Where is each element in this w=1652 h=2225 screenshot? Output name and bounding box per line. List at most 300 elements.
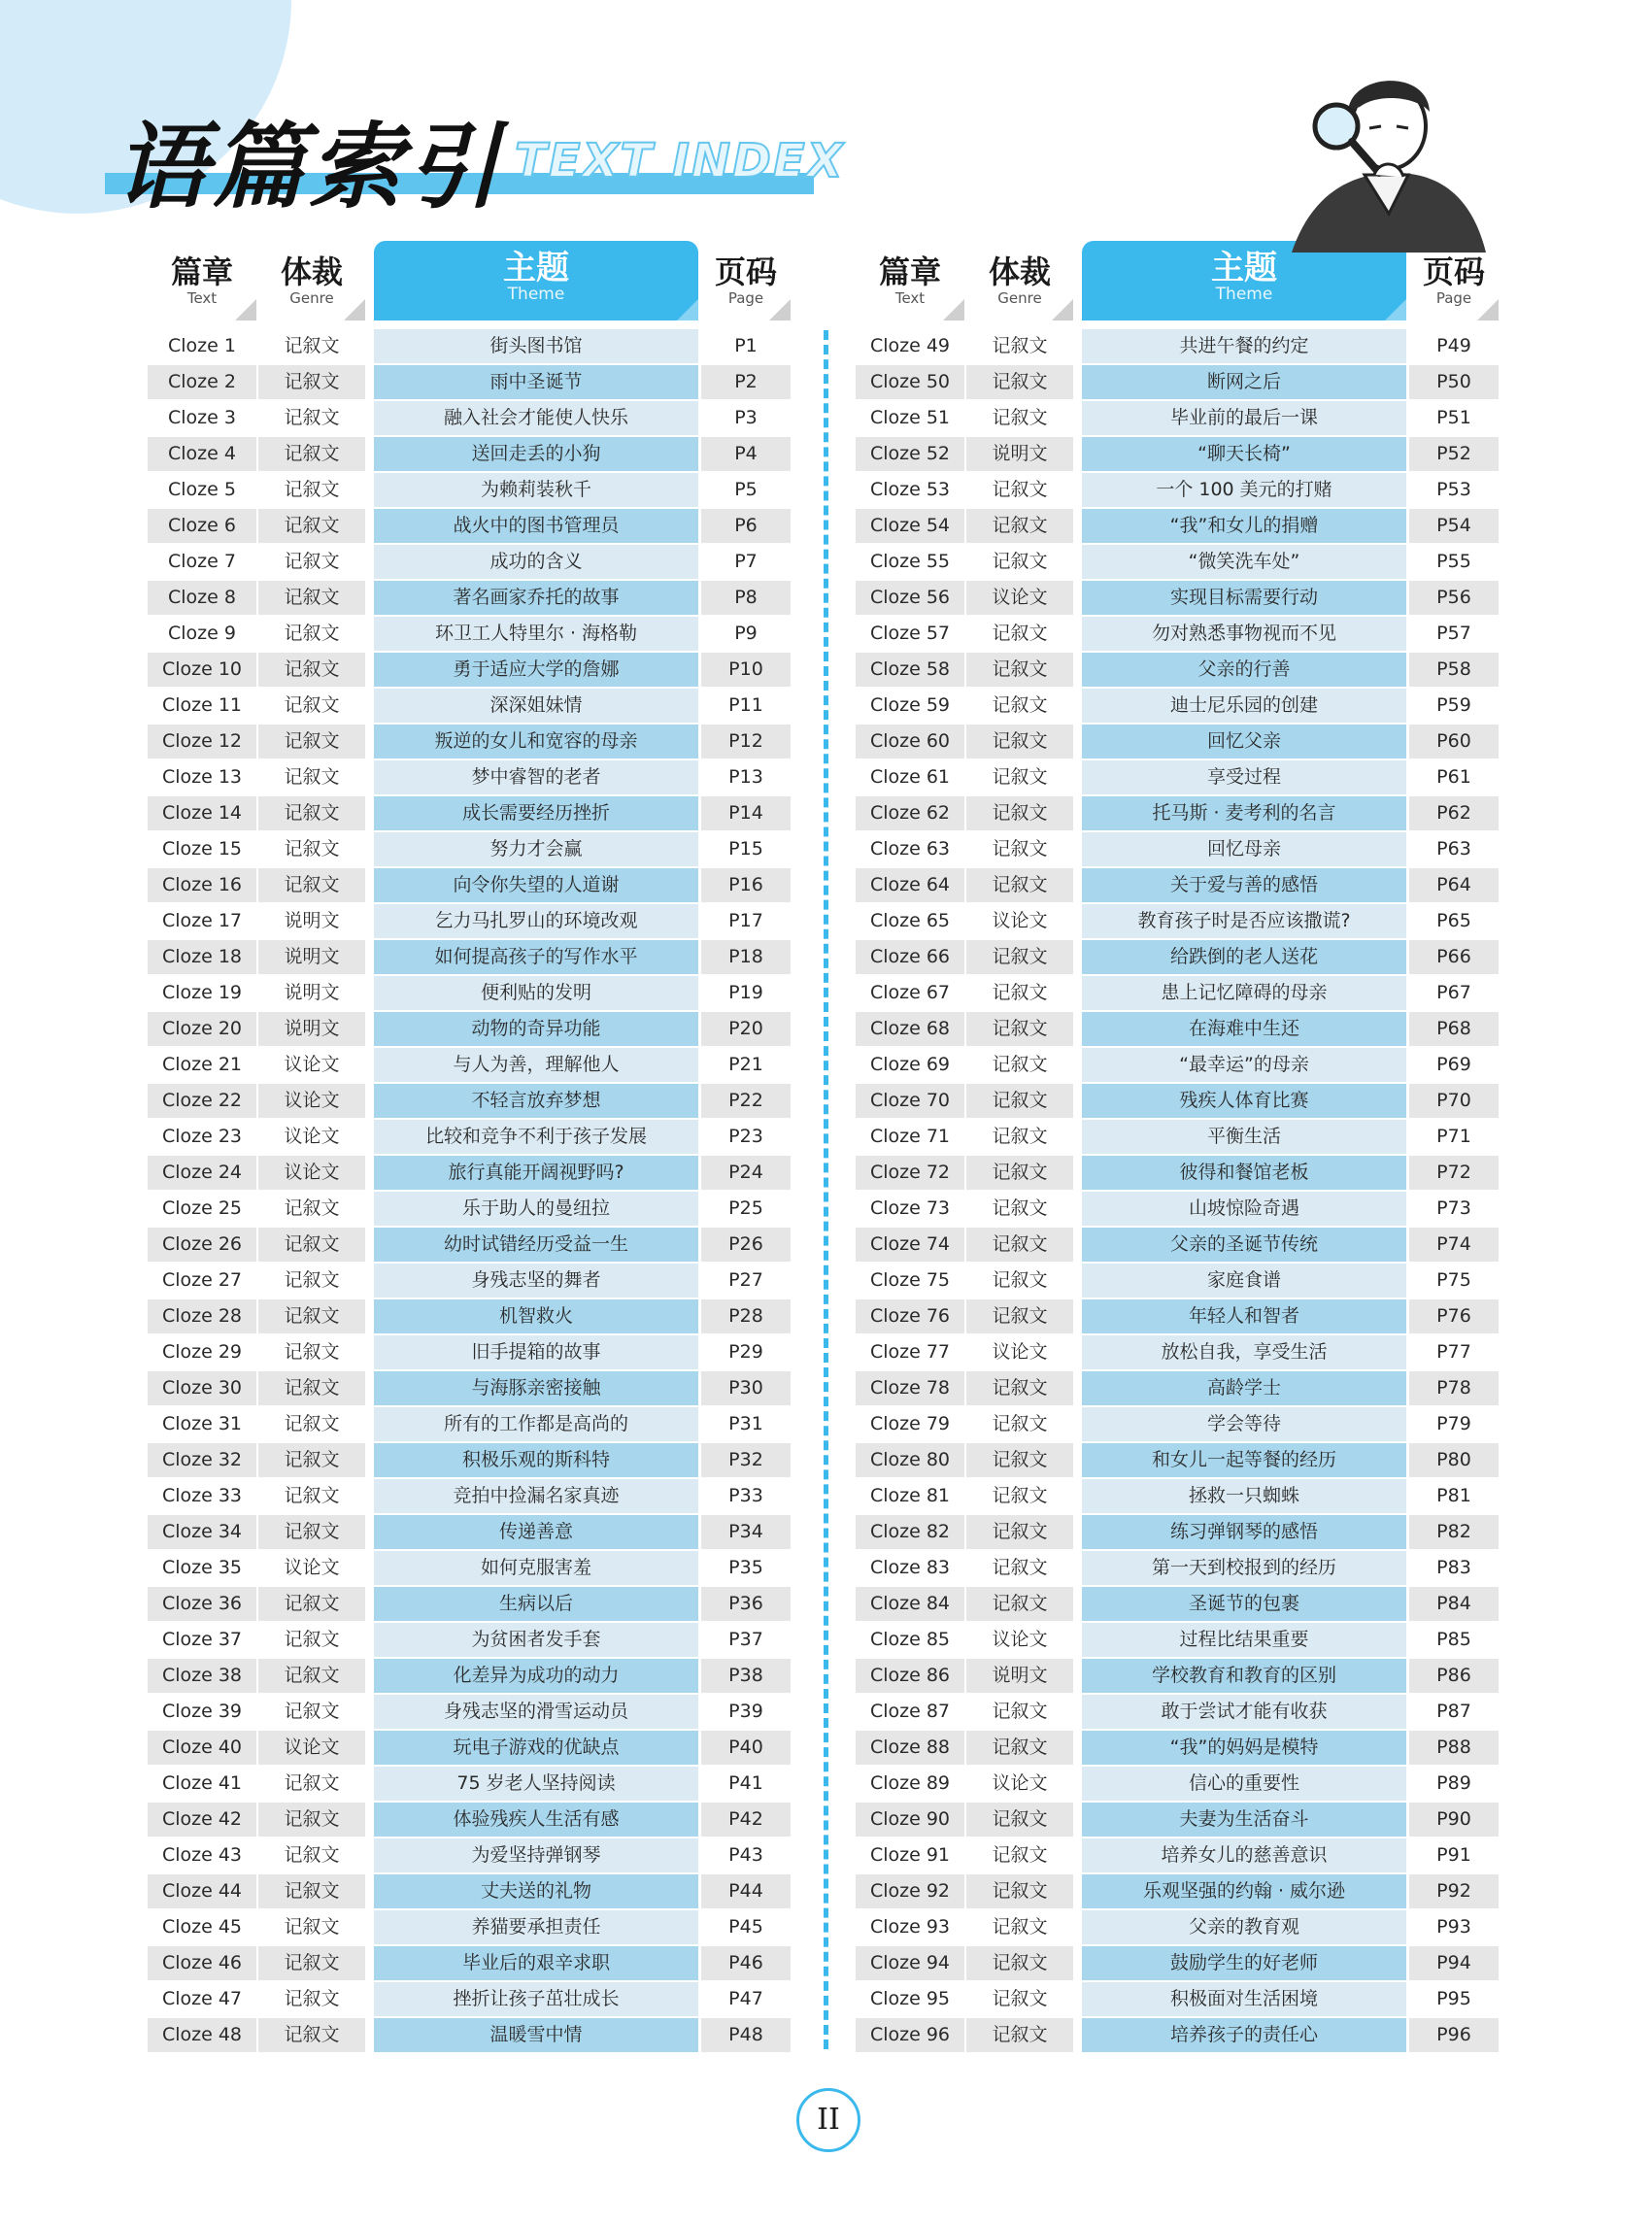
genre-cell: 记叙文 (258, 1515, 365, 1549)
page-cell: P10 (701, 653, 791, 687)
header-text (148, 241, 256, 320)
text-cell: Cloze 40 (148, 1731, 256, 1765)
page-cell: P27 (701, 1264, 791, 1298)
theme-cell: 过程比结果重要 (1082, 1623, 1406, 1657)
genre-cell: 说明文 (258, 904, 365, 938)
theme-cell: 竞拍中捡漏名家真迹 (374, 1479, 698, 1513)
theme-cell: “聊天长椅” (1082, 437, 1406, 471)
text-cell: Cloze 22 (148, 1084, 256, 1118)
page-cell: P71 (1409, 1120, 1499, 1154)
text-cell: Cloze 70 (856, 1084, 964, 1118)
theme-cell: 著名画家乔托的故事 (374, 581, 698, 615)
genre-cell: 记叙文 (258, 1443, 365, 1477)
text-cell: Cloze 36 (148, 1587, 256, 1621)
text-cell: Cloze 94 (856, 1946, 964, 1980)
page-cell: P84 (1409, 1587, 1499, 1621)
header-theme-cn: 主题 (503, 249, 569, 287)
page-cell: P18 (701, 940, 791, 974)
theme-cell: 教育孩子时是否应该撒谎? (1082, 904, 1406, 938)
text-cell: Cloze 20 (148, 1012, 256, 1046)
genre-cell: 记叙文 (966, 1084, 1073, 1118)
text-cell: Cloze 13 (148, 760, 256, 794)
page-cell: P66 (1409, 940, 1499, 974)
page-cell: P32 (701, 1443, 791, 1477)
theme-cell: 为赖莉装秋千 (374, 473, 698, 507)
genre-cell: 记叙文 (258, 329, 365, 363)
text-cell: Cloze 33 (148, 1479, 256, 1513)
theme-cell: 75 岁老人坚持阅读 (374, 1767, 698, 1801)
theme-cell: 回忆母亲 (1082, 832, 1406, 866)
theme-cell: 迪士尼乐园的创建 (1082, 689, 1406, 723)
genre-cell: 记叙文 (966, 940, 1073, 974)
text-cell: Cloze 57 (856, 617, 964, 651)
header-page-en: Page (1435, 289, 1472, 307)
genre-cell: 记叙文 (966, 1946, 1073, 1980)
page-cell: P34 (701, 1515, 791, 1549)
genre-cell: 记叙文 (258, 832, 365, 866)
lightbulb-icon (677, 299, 698, 320)
text-cell: Cloze 92 (856, 1874, 964, 1908)
text-cell: Cloze 54 (856, 509, 964, 543)
page-cell: P49 (1409, 329, 1499, 363)
text-cell: Cloze 44 (148, 1874, 256, 1908)
text-cell: Cloze 8 (148, 581, 256, 615)
theme-cell: 断网之后 (1082, 365, 1406, 399)
theme-cell: 共进午餐的约定 (1082, 329, 1406, 363)
text-cell: Cloze 1 (148, 329, 256, 363)
text-cell: Cloze 6 (148, 509, 256, 543)
genre-cell: 记叙文 (258, 365, 365, 399)
theme-cell: 不轻言放弃梦想 (374, 1084, 698, 1118)
header-genre (258, 241, 365, 320)
theme-cell: 送回走丢的小狗 (374, 437, 698, 471)
genre-cell: 记叙文 (966, 796, 1073, 830)
page-cell: P67 (1409, 976, 1499, 1010)
theme-cell: 便利贴的发明 (374, 976, 698, 1010)
genre-cell: 记叙文 (966, 545, 1073, 579)
text-cell: Cloze 87 (856, 1695, 964, 1729)
page-cell: P25 (701, 1192, 791, 1226)
genre-cell: 记叙文 (258, 1659, 365, 1693)
theme-cell: 信心的重要性 (1082, 1767, 1406, 1801)
theme-cell: 家庭食谱 (1082, 1264, 1406, 1298)
theme-cell: 旧手提箱的故事 (374, 1335, 698, 1369)
theme-cell: 培养女儿的慈善意识 (1082, 1838, 1406, 1872)
text-cell: Cloze 63 (856, 832, 964, 866)
theme-cell: 培养孩子的责任心 (1082, 2018, 1406, 2052)
genre-cell: 记叙文 (966, 509, 1073, 543)
text-cell: Cloze 67 (856, 976, 964, 1010)
genre-cell: 记叙文 (966, 725, 1073, 759)
page-cell: P88 (1409, 1731, 1499, 1765)
theme-cell: 环卫工人特里尔 · 海格勒 (374, 617, 698, 651)
page-cell: P39 (701, 1695, 791, 1729)
text-cell: Cloze 32 (148, 1443, 256, 1477)
page-cell: P26 (701, 1228, 791, 1262)
genre-cell: 议论文 (966, 1335, 1073, 1369)
page-cell: P57 (1409, 617, 1499, 651)
theme-cell: 高龄学士 (1082, 1371, 1406, 1405)
page-cell: P28 (701, 1299, 791, 1333)
page-cell: P53 (1409, 473, 1499, 507)
genre-cell: 说明文 (258, 940, 365, 974)
text-cell: Cloze 80 (856, 1443, 964, 1477)
genre-cell: 记叙文 (966, 1910, 1073, 1944)
genre-cell: 记叙文 (966, 1443, 1073, 1477)
genre-cell: 记叙文 (258, 2018, 365, 2052)
grid-icon (1052, 299, 1073, 320)
genre-cell: 记叙文 (258, 1587, 365, 1621)
page-cell: P80 (1409, 1443, 1499, 1477)
text-cell: Cloze 10 (148, 653, 256, 687)
theme-cell: 街头图书馆 (374, 329, 698, 363)
sailboat-icon (1477, 299, 1499, 320)
text-cell: Cloze 76 (856, 1299, 964, 1333)
genre-cell: 记叙文 (258, 1228, 365, 1262)
theme-cell: 一个 100 美元的打赌 (1082, 473, 1406, 507)
page-cell: P42 (701, 1803, 791, 1837)
theme-cell: 勇于适应大学的詹娜 (374, 653, 698, 687)
page-cell: P85 (1409, 1623, 1499, 1657)
text-cell: Cloze 38 (148, 1659, 256, 1693)
theme-cell: 第一天到校报到的经历 (1082, 1551, 1406, 1585)
genre-cell: 记叙文 (258, 1335, 365, 1369)
page-cell: P77 (1409, 1335, 1499, 1369)
theme-cell: 成长需要经历挫折 (374, 796, 698, 830)
column-divider (824, 330, 828, 2049)
page-cell: P89 (1409, 1767, 1499, 1801)
text-cell: Cloze 81 (856, 1479, 964, 1513)
theme-cell: 向令你失望的人道谢 (374, 868, 698, 902)
genre-cell: 议论文 (258, 1084, 365, 1118)
text-cell: Cloze 39 (148, 1695, 256, 1729)
text-cell: Cloze 42 (148, 1803, 256, 1837)
theme-cell: 给跌倒的老人送花 (1082, 940, 1406, 974)
page-cell: P65 (1409, 904, 1499, 938)
header-theme (1082, 241, 1406, 320)
page-cell: P29 (701, 1335, 791, 1369)
genre-cell: 记叙文 (966, 2018, 1073, 2052)
genre-cell: 记叙文 (258, 473, 365, 507)
text-cell: Cloze 53 (856, 473, 964, 507)
text-cell: Cloze 19 (148, 976, 256, 1010)
text-cell: Cloze 7 (148, 545, 256, 579)
header-text-cn: 篇章 (170, 253, 233, 290)
genre-cell: 记叙文 (966, 329, 1073, 363)
genre-cell: 记叙文 (966, 401, 1073, 435)
theme-cell: “微笑洗车处” (1082, 545, 1406, 579)
text-cell: Cloze 74 (856, 1228, 964, 1262)
theme-cell: 毕业前的最后一课 (1082, 401, 1406, 435)
genre-cell: 记叙文 (258, 617, 365, 651)
genre-cell: 记叙文 (966, 1228, 1073, 1262)
genre-cell: 记叙文 (966, 1479, 1073, 1513)
page-cell: P40 (701, 1731, 791, 1765)
genre-cell: 记叙文 (966, 832, 1073, 866)
sailboat-icon (769, 299, 791, 320)
page-cell: P50 (1409, 365, 1499, 399)
genre-cell: 议论文 (966, 1623, 1073, 1657)
genre-cell: 记叙文 (966, 1264, 1073, 1298)
text-cell: Cloze 79 (856, 1407, 964, 1441)
text-cell: Cloze 90 (856, 1803, 964, 1837)
text-cell: Cloze 64 (856, 868, 964, 902)
genre-cell: 记叙文 (258, 1767, 365, 1801)
detective-with-magnifier-icon (1272, 68, 1496, 253)
page-cell: P13 (701, 760, 791, 794)
theme-cell: 旅行真能开阔视野吗? (374, 1156, 698, 1190)
text-cell: Cloze 52 (856, 437, 964, 471)
header-page-cn: 页码 (1422, 253, 1485, 290)
header-text-en: Text (894, 289, 926, 307)
page-cell: P11 (701, 689, 791, 723)
text-cell: Cloze 5 (148, 473, 256, 507)
page-cell: P4 (701, 437, 791, 471)
theme-cell: 生病以后 (374, 1587, 698, 1621)
header-text-cn: 篇章 (878, 253, 941, 290)
page-cell: P6 (701, 509, 791, 543)
genre-cell: 记叙文 (258, 1982, 365, 2016)
genre-cell: 记叙文 (966, 689, 1073, 723)
genre-cell: 说明文 (258, 976, 365, 1010)
page-cell: P70 (1409, 1084, 1499, 1118)
text-cell: Cloze 16 (148, 868, 256, 902)
header-page-cn: 页码 (714, 253, 777, 290)
text-cell: Cloze 17 (148, 904, 256, 938)
page-cell: P86 (1409, 1659, 1499, 1693)
genre-cell: 记叙文 (258, 437, 365, 471)
theme-cell: 努力才会赢 (374, 832, 698, 866)
text-cell: Cloze 46 (148, 1946, 256, 1980)
page-cell: P38 (701, 1659, 791, 1693)
page-cell: P51 (1409, 401, 1499, 435)
theme-cell: 身残志坚的滑雪运动员 (374, 1695, 698, 1729)
genre-cell: 记叙文 (966, 1407, 1073, 1441)
header-page (1409, 241, 1499, 320)
theme-cell: 关于爱与善的感悟 (1082, 868, 1406, 902)
theme-cell: 体验残疾人生活有感 (374, 1803, 698, 1837)
genre-cell: 记叙文 (258, 1371, 365, 1405)
page-cell: P55 (1409, 545, 1499, 579)
genre-cell: 记叙文 (258, 1803, 365, 1837)
page-cell: P37 (701, 1623, 791, 1657)
theme-cell: 乞力马扎罗山的环境改观 (374, 904, 698, 938)
text-cell: Cloze 27 (148, 1264, 256, 1298)
text-cell: Cloze 49 (856, 329, 964, 363)
header-page-en: Page (727, 289, 764, 307)
page-cell: P91 (1409, 1838, 1499, 1872)
genre-cell: 议论文 (258, 1156, 365, 1190)
theme-cell: 积极面对生活困境 (1082, 1982, 1406, 2016)
header-text-en: Text (186, 289, 218, 307)
text-cell: Cloze 69 (856, 1048, 964, 1082)
text-cell: Cloze 93 (856, 1910, 964, 1944)
page-cell: P62 (1409, 796, 1499, 830)
text-cell: Cloze 41 (148, 1767, 256, 1801)
genre-cell: 记叙文 (258, 689, 365, 723)
genre-cell: 说明文 (966, 437, 1073, 471)
genre-cell: 记叙文 (966, 473, 1073, 507)
page-cell: P22 (701, 1084, 791, 1118)
page-title: 语篇索引 (115, 113, 503, 221)
page-cell: P2 (701, 365, 791, 399)
genre-cell: 议论文 (966, 1767, 1073, 1801)
theme-cell: 如何克服害羞 (374, 1551, 698, 1585)
page-cell: P43 (701, 1838, 791, 1872)
text-cell: Cloze 3 (148, 401, 256, 435)
genre-cell: 议论文 (258, 1551, 365, 1585)
genre-cell: 记叙文 (966, 617, 1073, 651)
text-cell: Cloze 45 (148, 1910, 256, 1944)
theme-cell: 患上记忆障碍的母亲 (1082, 976, 1406, 1010)
genre-cell: 记叙文 (966, 976, 1073, 1010)
page-cell: P31 (701, 1407, 791, 1441)
text-cell: Cloze 82 (856, 1515, 964, 1549)
genre-cell: 记叙文 (966, 365, 1073, 399)
page-cell: P44 (701, 1874, 791, 1908)
page-cell: P93 (1409, 1910, 1499, 1944)
genre-cell: 记叙文 (966, 1731, 1073, 1765)
text-cell: Cloze 83 (856, 1551, 964, 1585)
text-cell: Cloze 77 (856, 1335, 964, 1369)
header-theme (374, 241, 698, 320)
page-cell: P59 (1409, 689, 1499, 723)
theme-cell: 战火中的图书管理员 (374, 509, 698, 543)
genre-cell: 记叙文 (966, 868, 1073, 902)
text-cell: Cloze 65 (856, 904, 964, 938)
page-cell: P30 (701, 1371, 791, 1405)
header-text (856, 241, 964, 320)
text-cell: Cloze 30 (148, 1371, 256, 1405)
theme-cell: 放松自我，享受生活 (1082, 1335, 1406, 1369)
theme-cell: 敢于尝试才能有收获 (1082, 1695, 1406, 1729)
page-cell: P63 (1409, 832, 1499, 866)
text-cell: Cloze 91 (856, 1838, 964, 1872)
theme-cell: 动物的奇异功能 (374, 1012, 698, 1046)
genre-cell: 记叙文 (258, 545, 365, 579)
text-cell: Cloze 23 (148, 1120, 256, 1154)
genre-cell: 记叙文 (258, 1479, 365, 1513)
theme-cell: 机智救火 (374, 1299, 698, 1333)
text-cell: Cloze 89 (856, 1767, 964, 1801)
text-cell: Cloze 24 (148, 1156, 256, 1190)
text-cell: Cloze 71 (856, 1120, 964, 1154)
theme-cell: 挫折让孩子茁壮成长 (374, 1982, 698, 2016)
theme-cell: 与海豚亲密接触 (374, 1371, 698, 1405)
header-theme-en: Theme (507, 285, 565, 304)
theme-cell: 乐于助人的曼纽拉 (374, 1192, 698, 1226)
page-cell: P69 (1409, 1048, 1499, 1082)
page-cell: P92 (1409, 1874, 1499, 1908)
theme-cell: 丈夫送的礼物 (374, 1874, 698, 1908)
page-cell: P83 (1409, 1551, 1499, 1585)
page-cell: P8 (701, 581, 791, 615)
theme-cell: 为爱坚持弹钢琴 (374, 1838, 698, 1872)
genre-cell: 记叙文 (258, 1910, 365, 1944)
theme-cell: 和女儿一起等餐的经历 (1082, 1443, 1406, 1477)
theme-cell: 积极乐观的斯科特 (374, 1443, 698, 1477)
genre-cell: 记叙文 (258, 1264, 365, 1298)
page-cell: P90 (1409, 1803, 1499, 1837)
theme-cell: 化差异为成功的动力 (374, 1659, 698, 1693)
page-cell: P19 (701, 976, 791, 1010)
page-cell: P7 (701, 545, 791, 579)
text-cell: Cloze 15 (148, 832, 256, 866)
theme-cell: 圣诞节的包裹 (1082, 1587, 1406, 1621)
genre-cell: 记叙文 (966, 1874, 1073, 1908)
genre-cell: 记叙文 (966, 1371, 1073, 1405)
text-cell: Cloze 4 (148, 437, 256, 471)
text-cell: Cloze 68 (856, 1012, 964, 1046)
text-cell: Cloze 58 (856, 653, 964, 687)
genre-cell: 记叙文 (258, 1299, 365, 1333)
text-cell: Cloze 84 (856, 1587, 964, 1621)
page-cell: P75 (1409, 1264, 1499, 1298)
page-cell: P60 (1409, 725, 1499, 759)
lightbulb-icon (1385, 299, 1406, 320)
page-cell: P54 (1409, 509, 1499, 543)
text-cell: Cloze 50 (856, 365, 964, 399)
theme-cell: 练习弹钢琴的感悟 (1082, 1515, 1406, 1549)
page-cell: P78 (1409, 1371, 1499, 1405)
text-cell: Cloze 75 (856, 1264, 964, 1298)
genre-cell: 记叙文 (966, 653, 1073, 687)
genre-cell: 记叙文 (966, 1048, 1073, 1082)
text-cell: Cloze 86 (856, 1659, 964, 1693)
theme-cell: 身残志坚的舞者 (374, 1264, 698, 1298)
genre-cell: 记叙文 (258, 1623, 365, 1657)
genre-cell: 记叙文 (258, 509, 365, 543)
theme-cell: 父亲的圣诞节传统 (1082, 1228, 1406, 1262)
page-cell: P96 (1409, 2018, 1499, 2052)
genre-cell: 记叙文 (258, 725, 365, 759)
theme-cell: 残疾人体育比赛 (1082, 1084, 1406, 1118)
page-cell: P12 (701, 725, 791, 759)
page-cell: P36 (701, 1587, 791, 1621)
theme-cell: 所有的工作都是高尚的 (374, 1407, 698, 1441)
header-page (701, 241, 791, 320)
genre-cell: 记叙文 (258, 760, 365, 794)
text-cell: Cloze 96 (856, 2018, 964, 2052)
page-cell: P52 (1409, 437, 1499, 471)
page-cell: P45 (701, 1910, 791, 1944)
theme-cell: 父亲的教育观 (1082, 1910, 1406, 1944)
text-cell: Cloze 18 (148, 940, 256, 974)
page-cell: P23 (701, 1120, 791, 1154)
page-cell: P94 (1409, 1946, 1499, 1980)
genre-cell: 记叙文 (966, 1982, 1073, 2016)
text-cell: Cloze 72 (856, 1156, 964, 1190)
page-cell: P95 (1409, 1982, 1499, 2016)
page-cell: P17 (701, 904, 791, 938)
genre-cell: 记叙文 (966, 1551, 1073, 1585)
page-cell: P16 (701, 868, 791, 902)
theme-cell: “我”和女儿的捐赠 (1082, 509, 1406, 543)
genre-cell: 记叙文 (258, 401, 365, 435)
text-cell: Cloze 31 (148, 1407, 256, 1441)
theme-cell: 山坡惊险奇遇 (1082, 1192, 1406, 1226)
page-cell: P61 (1409, 760, 1499, 794)
genre-cell: 记叙文 (258, 653, 365, 687)
page-cell: P9 (701, 617, 791, 651)
header-genre-en: Genre (289, 289, 334, 307)
text-cell: Cloze 25 (148, 1192, 256, 1226)
page-cell: P81 (1409, 1479, 1499, 1513)
theme-cell: 养猫要承担责任 (374, 1910, 698, 1944)
theme-cell: 学会等待 (1082, 1407, 1406, 1441)
text-cell: Cloze 14 (148, 796, 256, 830)
theme-cell: 平衡生活 (1082, 1120, 1406, 1154)
